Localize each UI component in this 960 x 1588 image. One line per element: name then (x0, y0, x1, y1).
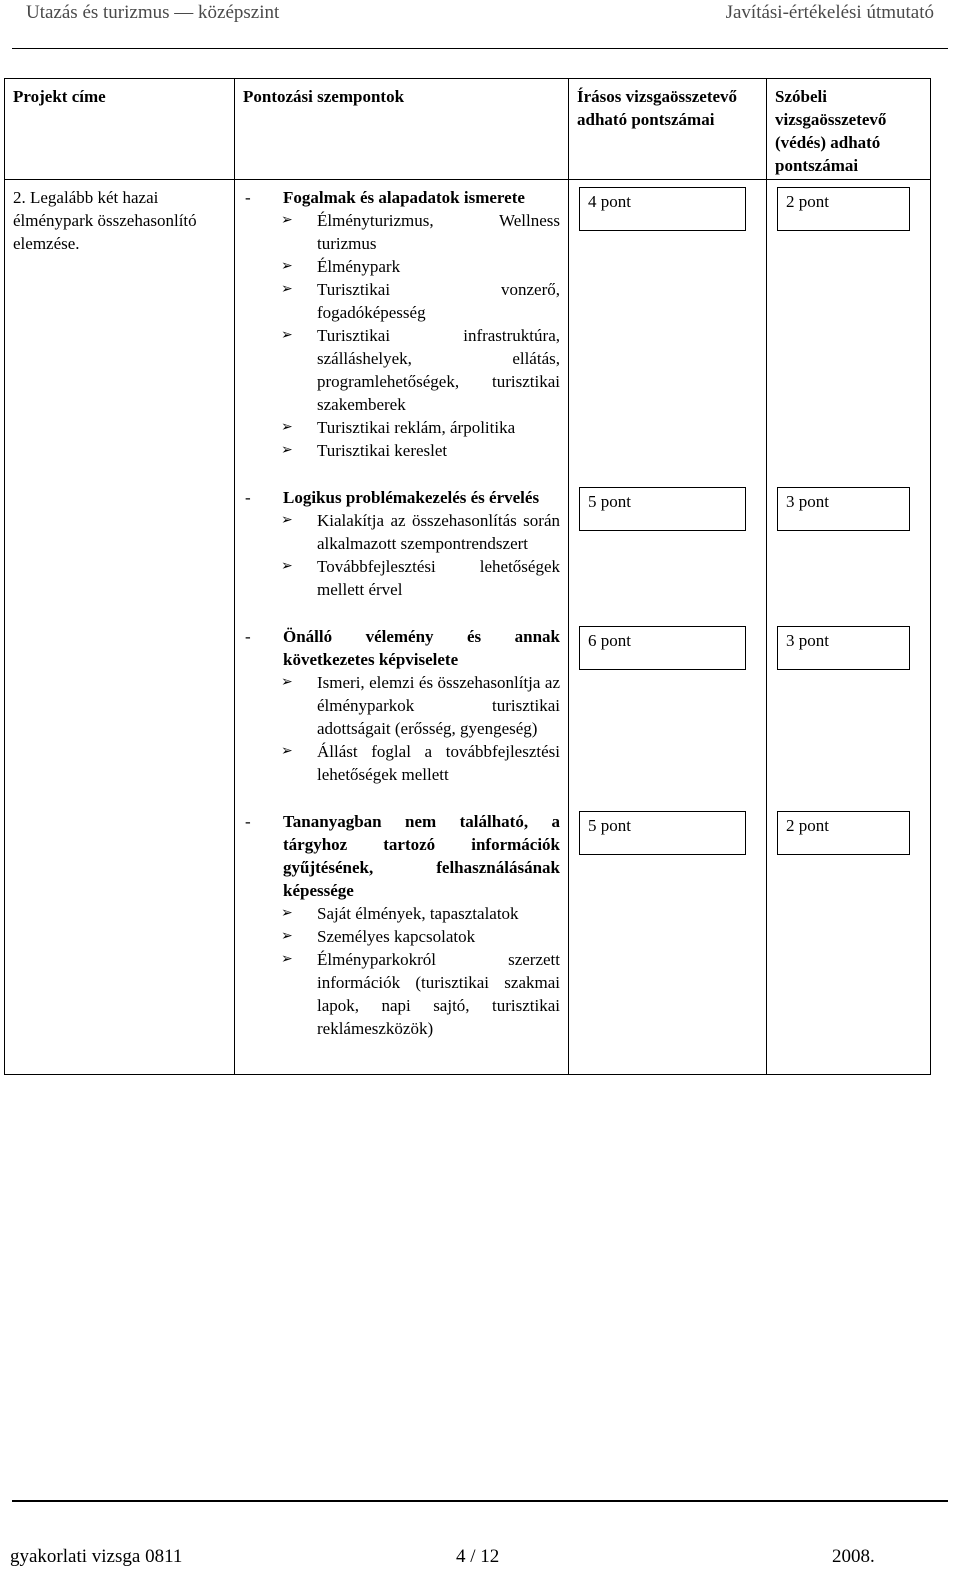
oral-points-box: 2 pont (777, 187, 910, 231)
criterion-subitems (243, 209, 560, 462)
oral-points-cell (767, 180, 931, 1075)
dash-marker: - (245, 627, 251, 646)
arrowhead-bullet-icon: ➢ (281, 259, 293, 274)
subitem-text: Továbbfejlesztési lehetőségek mellett érvel (317, 557, 560, 599)
footer-year: 2008. (832, 1546, 875, 1567)
subitem-text: Állást foglal a továbbfejlesztési lehetőségek mellett (317, 742, 560, 784)
list-item (281, 255, 560, 278)
project-title: 2. Legalább két hazai élménypark összehasonlító elemzése. (5, 180, 235, 1075)
written-points-box: 6 pont (579, 626, 746, 670)
written-points-box: 4 pont (579, 187, 746, 231)
subitem-text: Turisztikai infrastruktúra, szálláshelyek, ellátás, programlehetőségek, turisztikai szakemberek (317, 326, 560, 414)
arrowhead-bullet-icon: ➢ (281, 906, 293, 921)
criterion-subitems (243, 671, 560, 786)
arrowhead-bullet-icon: ➢ (281, 443, 293, 458)
criterion-title: Önálló vélemény és annak következetes képviselete (283, 627, 560, 669)
arrowhead-bullet-icon: ➢ (281, 213, 293, 228)
arrowhead-bullet-icon: ➢ (281, 513, 293, 528)
criterion-heading (243, 486, 560, 509)
criterion-title: Tananyagban nem található, a tárgyhoz tartozó információk gyűjtésének, felhasználásának képessége (283, 812, 560, 900)
list-item (281, 925, 560, 948)
criterion-heading (243, 625, 560, 671)
list-item (281, 509, 560, 555)
arrowhead-bullet-icon: ➢ (281, 675, 293, 690)
criterion-title: Fogalmak és alapadatok ismerete (283, 188, 525, 207)
subitem-text: Személyes kapcsolatok (317, 927, 476, 946)
criterion-subitems (243, 509, 560, 601)
subitem-text: Turisztikai reklám, árpolitika (317, 418, 516, 437)
arrowhead-bullet-icon: ➢ (281, 952, 293, 967)
list-item (281, 671, 560, 740)
table-row (5, 180, 931, 1075)
subitem-text: Saját élmények, tapasztalatok (317, 904, 519, 923)
arrowhead-bullet-icon: ➢ (281, 420, 293, 435)
criterion-subitems (243, 902, 560, 1040)
footer-page-number: 4 / 12 (456, 1546, 500, 1567)
arrowhead-bullet-icon: ➢ (281, 744, 293, 759)
arrowhead-bullet-icon: ➢ (281, 282, 293, 297)
col-header-oral: Szóbeli vizsgaösszetevő (védés) adható pontszámai (767, 79, 931, 180)
header-right: Javítási-értékelési útmutató (725, 2, 934, 23)
subitem-text: Turisztikai kereslet (317, 441, 448, 460)
dash-marker: - (245, 488, 251, 507)
list-item (281, 740, 560, 786)
list-item (281, 948, 560, 1040)
dash-marker: - (245, 812, 251, 831)
oral-points-box: 2 pont (777, 811, 910, 855)
footer-divider (12, 1500, 948, 1502)
col-header-criteria: Pontozási szempontok (235, 79, 569, 180)
oral-points-box: 3 pont (777, 487, 910, 531)
dash-marker: - (245, 188, 251, 207)
criterion-heading (243, 810, 560, 902)
written-points-cell (569, 180, 767, 1075)
arrowhead-bullet-icon: ➢ (281, 328, 293, 343)
subitem-text: Élménypark (317, 257, 401, 276)
subitem-text: Ismeri, elemzi és összehasonlítja az élményparkok turisztikai adottságait (erősség, gyengeség) (317, 673, 560, 738)
footer-exam-name: gyakorlati vizsga 0811 (10, 1546, 183, 1567)
arrowhead-bullet-icon: ➢ (281, 559, 293, 574)
written-points-box: 5 pont (579, 487, 746, 531)
header-left: Utazás és turizmus — középszint (26, 2, 280, 23)
list-item (281, 209, 560, 255)
list-item (281, 324, 560, 416)
subitem-text: Turisztikai vonzerő, fogadóképesség (317, 280, 560, 322)
table-header-row (5, 79, 931, 180)
header-divider (12, 48, 948, 49)
criterion-block (243, 186, 560, 462)
scoring-table (4, 78, 931, 1075)
subitem-text: Élményturizmus, Wellness turizmus (317, 211, 560, 253)
list-item (281, 439, 560, 462)
criterion-heading (243, 186, 560, 209)
subitem-text: Kialakítja az összehasonlítás során alkalmazott szempontrendszert (317, 511, 560, 553)
list-item (281, 416, 560, 439)
criterion-block (243, 810, 560, 1040)
subitem-text: Élményparkokról szerzett információk (turisztikai szakmai lapok, napi sajtó, turisztikai reklámeszközök) (317, 950, 560, 1038)
arrowhead-bullet-icon: ➢ (281, 929, 293, 944)
criteria-cell (235, 180, 569, 1075)
list-item (281, 555, 560, 601)
list-item (281, 278, 560, 324)
col-header-project: Projekt címe (5, 79, 235, 180)
oral-points-box: 3 pont (777, 626, 910, 670)
list-item (281, 902, 560, 925)
criterion-title: Logikus problémakezelés és érvelés (283, 488, 540, 507)
criterion-block (243, 486, 560, 601)
criterion-block (243, 625, 560, 786)
written-points-box: 5 pont (579, 811, 746, 855)
col-header-written: Írásos vizsgaösszetevő adható pontszámai (569, 79, 767, 180)
